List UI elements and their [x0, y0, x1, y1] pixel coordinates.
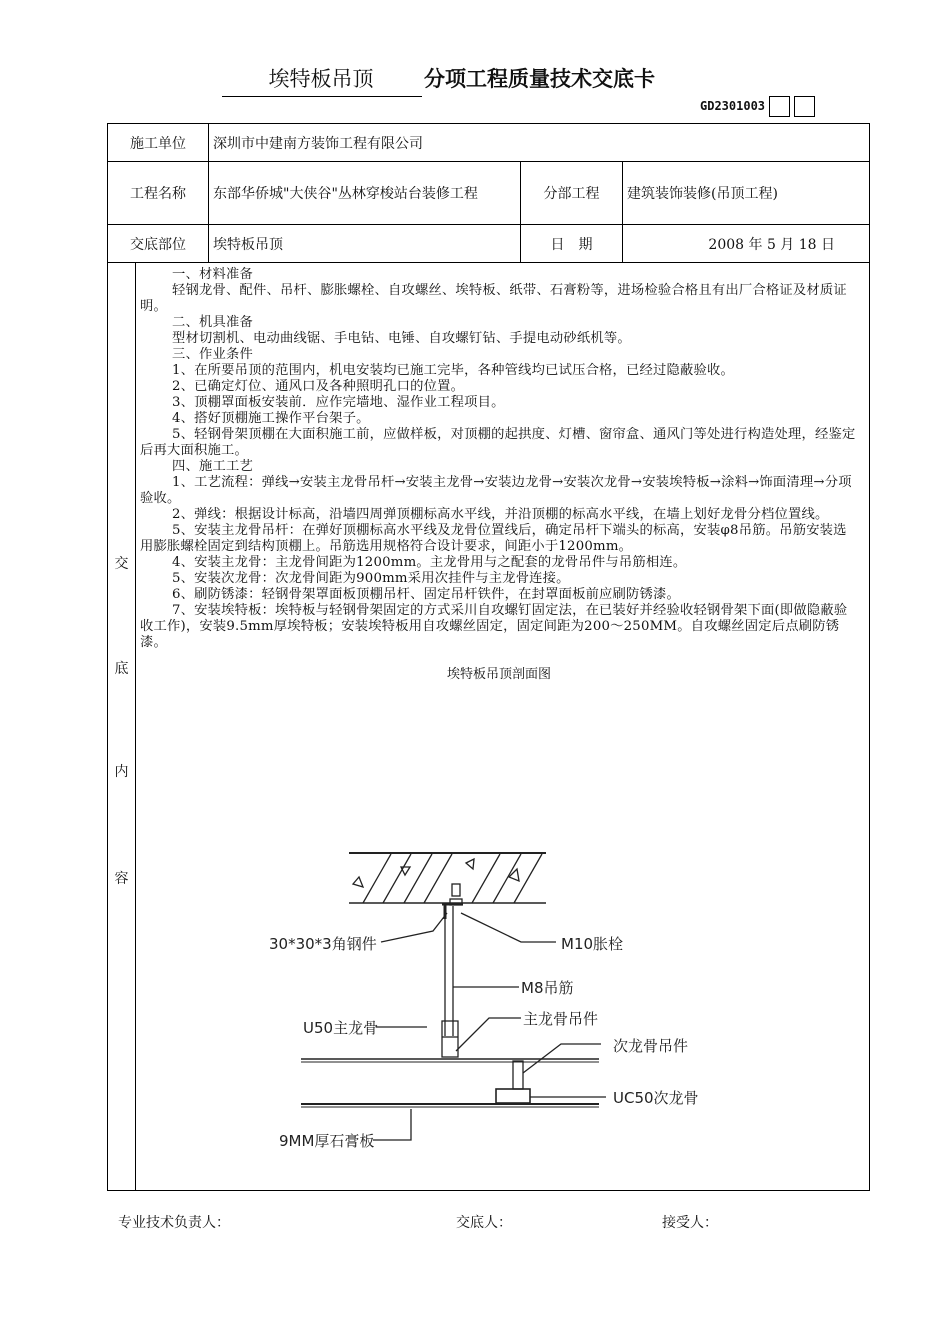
unit-value: 深圳市中建南方装饰工程有限公司: [209, 124, 870, 162]
title-main: 分项工程质量技术交底卡: [424, 67, 655, 91]
content-line: 二、机具准备: [172, 315, 253, 330]
content-line: 2、弹线：根据设计标高，沿墙四周弹顶棚标高水平线，并沿顶棚的标高水平线，在墙上划好龙骨分档位置线。: [172, 507, 829, 522]
disclosure-table: [107, 123, 870, 1191]
content-line: 4、搭好顶棚施工操作平台架子。: [172, 411, 370, 426]
receiver-label: 接受人：: [662, 1215, 718, 1231]
hanger-rod: [445, 906, 453, 1036]
content-line: 2、已确定灯位、通风口及各种照明孔口的位置。: [172, 379, 465, 394]
label-m10: M10胀栓: [561, 935, 624, 953]
content-line: 5、安装次龙骨：次龙骨间距为900mm采用次挂件与主龙骨连接。: [172, 571, 570, 586]
concrete-slab: [349, 853, 546, 903]
content-line: 5、安装主龙骨吊杆：在弹好顶棚标高水平线及龙骨位置线后，确定吊杆下端头的标高，安装φ8吊筋。吊筋安装选用膨胀螺栓固定到结构顶棚上。吊筋选用规格符合设计要求，间距小于1200mm。: [140, 523, 847, 554]
date-label: 日 期: [521, 225, 623, 263]
content-line: 轻钢龙骨、配件、吊杆、膨胀螺栓、自攻螺丝、埃特板、纸带、石膏粉等，进场检验合格且有出厂合格证及材质证明。: [140, 283, 847, 314]
tech-lead-label: 专业技术负责人：: [118, 1215, 230, 1231]
section-drawing: [108, 263, 870, 1191]
content-line: 1、在所要吊顶的范围内，机电安装均已施工完毕，各种管线均已试压合格，已经过隐蔽验收。: [172, 363, 735, 378]
content-line: 4、安装主龙骨：主龙骨间距为1200mm。主龙骨用与之配套的龙骨吊件与吊筋相连。: [172, 555, 687, 570]
content-line: 1、工艺流程：弹线→安装主龙骨吊杆→安装主龙骨→安装边龙骨→安装次龙骨→安装埃特板→涂料→饰面清理→分项验收。: [140, 475, 852, 506]
project-label: 工程名称: [108, 162, 209, 225]
content-cell: [108, 263, 870, 1191]
leader-board: [373, 1109, 411, 1140]
content-line: 一、材料准备: [172, 267, 253, 282]
part-label: 交底部位: [108, 225, 209, 263]
side-label-2: 底: [114, 661, 129, 677]
sub-runner: [496, 1089, 530, 1103]
content-line: 型材切割机、电动曲线锯、手电钻、电锤、自攻螺钉钻、手提电动砂纸机等。: [172, 331, 631, 346]
unit-label: 施工单位: [108, 124, 209, 162]
date-value: 2008 年 5 月 18 日: [623, 225, 870, 263]
title-underline: [222, 96, 422, 97]
figure-title: 埃特板吊顶剖面图: [446, 667, 551, 682]
division-label: 分部工程: [521, 162, 623, 225]
title: [222, 60, 742, 100]
document-code: [700, 96, 815, 116]
label-m8: M8吊筋: [521, 979, 574, 997]
label-board: 9MM厚石膏板: [279, 1132, 375, 1150]
division-value: 建筑装饰装修(吊顶工程): [623, 162, 870, 225]
label-uc50: UC50次龙骨: [613, 1089, 699, 1107]
content-line: 三、作业条件: [172, 347, 253, 362]
sub-hanger: [513, 1061, 523, 1089]
label-u50: U50主龙骨: [303, 1019, 379, 1037]
discloser-label: 交底人：: [456, 1215, 512, 1231]
code-box-1: [769, 96, 790, 117]
leader-m10: [461, 913, 556, 942]
code-text: GD2301003: [700, 99, 766, 113]
label-sub-hanger: 次龙骨吊件: [613, 1037, 689, 1055]
code-box-2: [794, 96, 815, 117]
label-angle: 30*30*3角钢件: [269, 935, 377, 953]
side-label-1: 交: [114, 556, 129, 572]
side-label-3: 内: [114, 764, 129, 780]
content-line: 5、轻钢骨架顶棚在大面积施工前，应做样板，对顶棚的起拱度、灯槽、窗帘盒、通风门等处进行构造处理，经鉴定后再大面积施工。: [140, 427, 856, 458]
content-line: 3、顶棚罩面板安装前．应作完墙地、湿作业工程项目。: [172, 395, 505, 410]
leader-angle: [381, 913, 447, 942]
content-line: 7、安装埃特板：埃特板与轻钢骨架固定的方式采川自攻螺钉固定法，在已装好并经验收轻钢骨架下面(即做隐蔽验收工作)，安装9.5mm厚埃特板；安装埃特板用自攻螺丝固定，固定间距为200～250MM。自攻螺丝固定后点刷防锈漆。: [140, 603, 848, 650]
content-line: 四、施工工艺: [172, 459, 253, 474]
label-main-hanger: 主龙骨吊件: [523, 1010, 599, 1028]
side-label-4: 容: [114, 871, 129, 887]
project-value: 东部华侨城"大侠谷"丛林穿梭站台装修工程: [209, 162, 521, 225]
leader-main-hanger: [456, 1018, 521, 1051]
title-subject: 埃特板吊顶: [268, 67, 374, 91]
content-line: 6、刷防锈漆：轻钢骨架罩面板顶棚吊杆、固定吊杆铁件，在封罩面板前应刷防锈漆。: [172, 587, 681, 602]
part-value: 埃特板吊顶: [209, 225, 521, 263]
